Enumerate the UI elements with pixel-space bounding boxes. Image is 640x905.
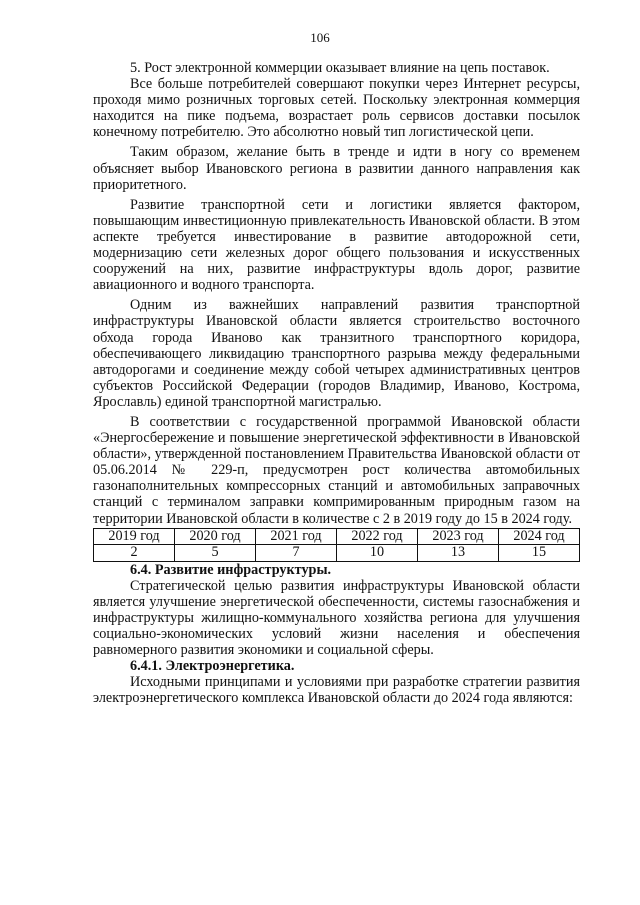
table-cell-year: 2021 год (256, 528, 337, 545)
table-cell-year: 2019 год (94, 528, 175, 545)
paragraph-state-program: В соответствии с государственной программой Ивановской области «Энергосбережение и повышение энергетической эффективности в Ивановской области», утвержденной постановлением Правительства Ивановской области от 05.06.2014 № 229-п, предусмотрен рост количества автомобильных газонаполнительных компрессорных станций и автомобильных заправочных станций с терминалом заправки компримированным природным газом на территории Ивановской области в количестве с 2 в 2019 году до 15 в 2024 году. (93, 413, 580, 527)
table-cell-year: 2022 год (337, 528, 418, 545)
table-cell-year: 2020 год (175, 528, 256, 545)
table-cell-value: 13 (418, 545, 499, 562)
table-cell-year: 2023 год (418, 528, 499, 545)
table-cell-value: 5 (175, 545, 256, 562)
section-heading-electricity: 6.4.1. Электроэнергетика. (130, 658, 295, 675)
paragraph-ecommerce-item: 5. Рост электронной коммерции оказывает влияние на цепь поставок. (130, 60, 550, 76)
table-cell-value: 15 (499, 545, 580, 562)
gas-stations-table (93, 528, 580, 562)
table-value-row (94, 545, 580, 562)
table-cell-value: 2 (94, 545, 175, 562)
table-cell-value: 10 (337, 545, 418, 562)
paragraph-online-shopping: Все больше потребителей совершают покупки через Интернет ресурсы, проходя мимо розничных торговых сетей. Поскольку электронная коммерция находится на пике подъема, возрастает роль сервисов доставки посылок конечному потребителю. Это абсолютно новый тип логистической цепи. (93, 76, 580, 141)
table-cell-year: 2024 год (499, 528, 580, 545)
paragraph-eastern-bypass: Одним из важнейших направлений развития транспортной инфраструктуры Ивановской области является строительство восточного обхода города Иваново как транзитного транспортного коридора, обеспечивающего ликвидацию транспортного разрыва между федеральными автодорогами и соединение между собой четырех административных центров субъектов Российской Федерации (городов Владимир, Иваново, Кострома, Ярославль) единой транспортной магистралью. (93, 297, 580, 410)
page-content (93, 60, 580, 706)
paragraph-conclusion: Таким образом, желание быть в тренде и идти в ногу со временем объясняет выбор Ивановского региона в развитии данного направления как приоритетного. (93, 144, 580, 193)
section-heading-infrastructure: 6.4. Развитие инфраструктуры. (130, 561, 332, 578)
paragraph-transport-network: Развитие транспортной сети и логистики является фактором, повышающим инвестиционную привлекательность Ивановской области. В этом аспекте требуется инвестирование в развитие автодорожной сети, модернизацию сети железных дорог общего пользования и искусственных сооружений на них, развитие инфраструктуры вдоль дорог, развитие авиационного и водного транспорта. (93, 196, 580, 294)
page-number: 106 (310, 30, 330, 45)
table-header-row (94, 528, 580, 545)
paragraph-infrastructure-goal: Стратегической целью развития инфраструктуры Ивановской области является улучшение энергетической обеспеченности, системы газоснабжения и инфраструктуры жилищно-коммунального хозяйства региона для улучшения социально-экономических условий жизни населения и обеспечения равномерного развития экономики и социальной сферы. (93, 577, 580, 659)
paragraph-electricity-principles: Исходными принципами и условиями при разработке стратегии развития электроэнергетического комплекса Ивановской области до 2024 года являются: (93, 674, 580, 707)
table-cell-value: 7 (256, 545, 337, 562)
